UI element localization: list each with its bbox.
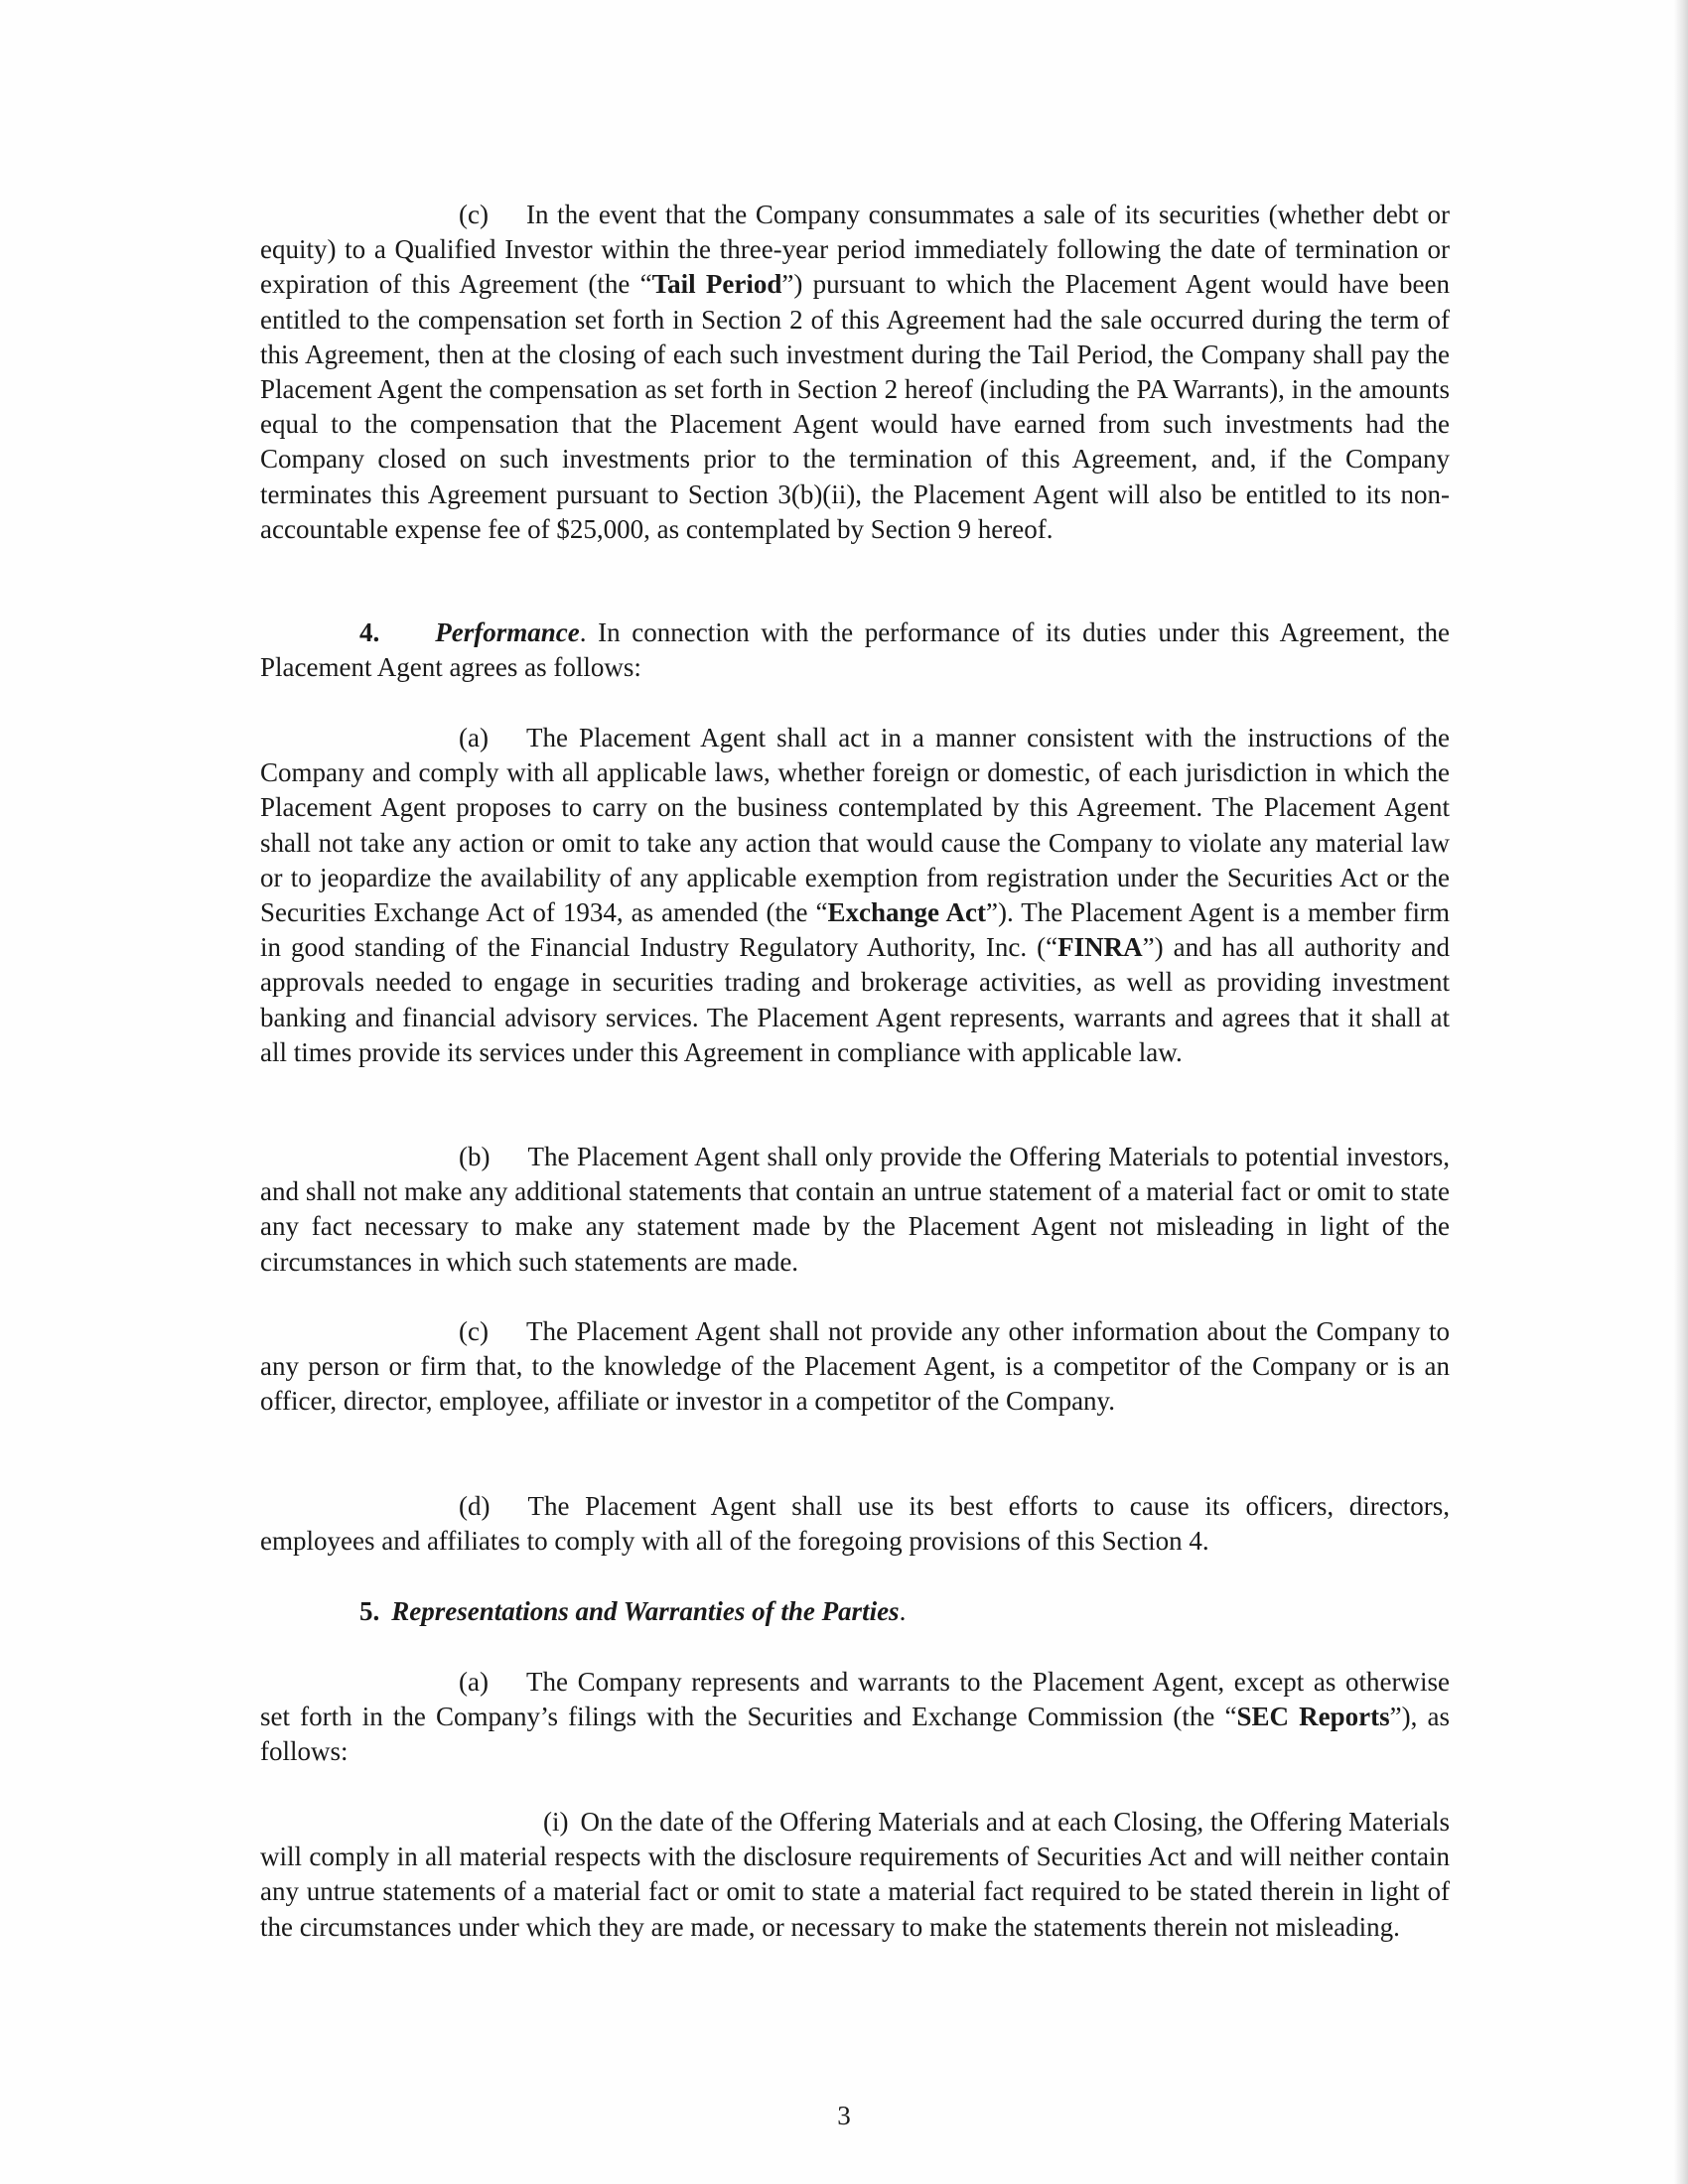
- section-4c-paragraph: [260, 1314, 1450, 1420]
- section-4-block: [260, 615, 1450, 685]
- section-4b-block: [260, 1140, 1450, 1280]
- section-3c-text-2: ”) pursuant to which the Placement Agent would have been entitled to the compensation set forth in Section 2 of this Agreement had the sale occurred during the term of this Agreement, then at the closing of each such investment during the Tail Period, the Company shall pay the Placement Agent the compensation as set forth in Section 2 hereof (including the PA Warrants), in the amounts equal to the compensation that the Placement Agent would have earned from such investments had the Company closed on such investments prior to the termination of this Agreement, and, if the Company terminates this Agreement pursuant to Section 3(b)(ii), the Placement Agent will also be entitled to its non-accountable expense fee of $25,000, as contemplated by Section 9 hereof.: [260, 269, 1450, 544]
- section-4c-block: [260, 1314, 1450, 1420]
- section-4a-block: [260, 721, 1450, 1070]
- section-4a-paragraph: [260, 721, 1450, 1070]
- section-3c-paragraph: [260, 198, 1450, 547]
- section-5-heading: [260, 1594, 1450, 1629]
- section-4a-text-3: ”) and has all authority and approvals needed to engage in securities trading and brokerage activities, as well as providing investment banking and financial advisory services. The Placement Agent represents, warrants and agrees that it shall at all times provide its services under this Agreement in compliance with applicable law.: [260, 932, 1451, 1067]
- page-edge-shadow: [1674, 0, 1688, 2184]
- section-4c-text: The Placement Agent shall not provide any other information about the Company to any person or firm that, to the knowledge of the Placement Agent, is a competitor of the Company or is an officer, director, employee, affiliate or investor in a competitor of the Company.: [260, 1316, 1450, 1417]
- section-4d-paragraph: [260, 1489, 1450, 1559]
- section-4d-block: [260, 1489, 1450, 1559]
- section-5a-i-label: (i): [543, 1807, 569, 1837]
- section-5a-block: [260, 1665, 1450, 1770]
- section-4b-label: (b): [459, 1142, 491, 1171]
- section-4a-text-1: The Placement Agent shall act in a manner consistent with the instructions of the Company and comply with all applicable laws, whether foreign or domestic, of each jurisdiction in which the Placement Agent proposes to carry on the business contemplated by this Agreement. The Placement Agent shall not take any action or omit to take any action that would cause the Company to violate any material law or to jeopardize the availability of any applicable exemption from registration under the Securities Act or the Securities Exchange Act of 1934, as amended (the “: [260, 723, 1450, 928]
- section-5a-label: (a): [459, 1667, 489, 1697]
- section-5-block: [260, 1594, 1450, 1629]
- section-4c-label: (c): [459, 1316, 489, 1346]
- section-5-title: Representations and Warranties of the Parties: [391, 1596, 900, 1626]
- section-5a-i-block: [260, 1805, 1450, 1945]
- section-4b-paragraph: [260, 1140, 1450, 1280]
- section-4a-label: (a): [459, 723, 489, 752]
- section-4d-text: The Placement Agent shall use its best efforts to cause its officers, directors, employees and affiliates to comply with all of the foregoing provisions of this Section 4.: [260, 1491, 1450, 1557]
- section-3c-label: (c): [459, 200, 489, 229]
- section-4a-text-2: ”). The Placement Agent is a member firm in good standing of the Financial Industry Regulatory Authority, Inc. (“: [260, 897, 1450, 963]
- section-4-title: Performance: [435, 617, 580, 647]
- section-5a-i-text: On the date of the Offering Materials and at each Closing, the Offering Materials will comply in all material respects with the disclosure requirements of Securities Act and will neither contain any untrue statements of a material fact or omit to state a material fact required to be stated therein in light of the circumstances under which they are made, or necessary to make the statements therein not misleading.: [260, 1807, 1450, 1942]
- term-exchange-act: Exchange Act: [827, 897, 986, 928]
- section-5a-text-2: ”), as follows:: [260, 1702, 1450, 1767]
- section-3c-text-1: In the event that the Company consummates a sale of its securities (whether debt or equity) to a Qualified Investor within the three-year period immediately following the date of termination or expiration of this Agreement (the “: [260, 200, 1450, 300]
- section-5a-text-1: The Company represents and warrants to the Placement Agent, except as otherwise set forth in the Company’s filings with the Securities and Exchange Commission (the “: [260, 1667, 1450, 1732]
- section-4-number: 4.: [359, 617, 380, 647]
- term-finra: FINRA: [1057, 932, 1143, 963]
- term-tail-period: Tail Period: [651, 269, 782, 300]
- section-3c-block: [260, 198, 1450, 547]
- term-sec-reports: SEC Reports: [1236, 1702, 1390, 1732]
- section-4-intro-text: . In connection with the performance of its duties under this Agreement, the Placement Agent agrees as follows:: [260, 617, 1450, 683]
- section-5-title-end: .: [899, 1596, 907, 1626]
- section-5a-i-paragraph: [260, 1805, 1450, 1945]
- section-4d-label: (d): [459, 1491, 491, 1521]
- section-5-number: 5.: [359, 1596, 380, 1626]
- page-number: 3: [837, 2101, 851, 2130]
- section-5a-paragraph: [260, 1665, 1450, 1770]
- section-4-intro: [260, 615, 1450, 685]
- section-4b-text: The Placement Agent shall only provide the Offering Materials to potential investors, and shall not make any additional statements that contain an untrue statement of a material fact or omit to state any fact necessary to make any statement made by the Placement Agent not misleading in light of the circumstances in which such statements are made.: [260, 1142, 1450, 1277]
